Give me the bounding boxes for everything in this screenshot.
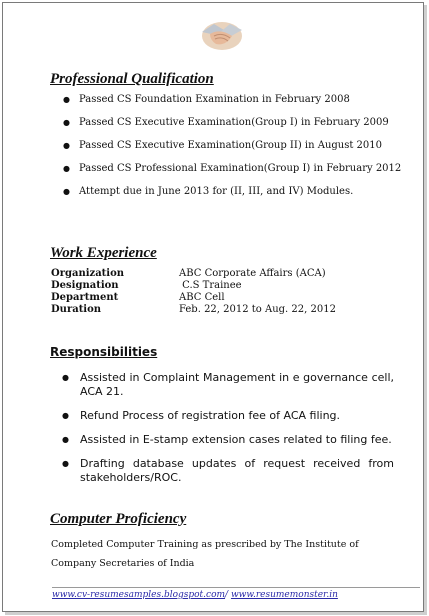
row-value: Feb. 22, 2012 to Aug. 22, 2012 xyxy=(179,304,336,315)
list-item: ● Attempt due in June 2013 for (II, III, and IV) Modules. xyxy=(50,186,410,209)
list-item: ● Passed CS Executive Examination(Group I) in February 2009 xyxy=(50,117,410,140)
table-row xyxy=(51,280,336,292)
handshake-icon xyxy=(200,12,244,54)
row-label: Department xyxy=(51,292,119,303)
row-label: Designation xyxy=(51,280,119,291)
work-experience-table xyxy=(51,268,336,316)
computer-proficiency-heading: Computer Proficiency xyxy=(50,511,187,527)
row-label: Organization xyxy=(51,268,125,279)
table-row xyxy=(51,268,336,280)
work-experience-heading: Work Experience xyxy=(50,245,157,261)
list-item: ● Drafting database updates of request received from stakeholders/ROC. xyxy=(50,457,394,485)
list-item: ● Passed CS Foundation Examination in February 2008 xyxy=(50,94,410,117)
footer-links xyxy=(52,590,338,600)
table-row xyxy=(51,292,336,304)
list-item: ● Passed CS Executive Examination(Group II) in August 2010 xyxy=(50,140,410,163)
list-item: ● Assisted in Complaint Management in e governance cell, ACA 21. xyxy=(50,371,394,399)
qualification-heading: Professional Qualification xyxy=(50,71,214,87)
computer-proficiency-text: Completed Computer Training as prescribed by The Institute of Company Secretaries of India xyxy=(51,539,359,569)
footer-link-blog[interactable]: www.cv-resumesamples.blogspot.com xyxy=(52,590,226,600)
qualification-list xyxy=(50,94,410,209)
row-value: C.S Trainee xyxy=(179,280,242,291)
footer-separator: / xyxy=(225,590,231,600)
responsibilities-list xyxy=(50,371,394,485)
table-row xyxy=(51,304,336,316)
responsibilities-heading: Responsibilities xyxy=(50,345,158,359)
footer-divider xyxy=(52,587,420,588)
list-item: ● Refund Process of registration fee of ACA filing. xyxy=(50,409,394,423)
row-label: Duration xyxy=(51,304,102,315)
row-value: ABC Cell xyxy=(179,292,225,303)
list-item: ● Assisted in E-stamp extension cases related to filing fee. xyxy=(50,433,394,447)
footer-link-site[interactable]: www.resumemonster.in xyxy=(230,590,338,600)
list-item: ● Passed CS Professional Examination(Group I) in February 2012 xyxy=(50,163,410,186)
row-value: ABC Corporate Affairs (ACA) xyxy=(179,268,326,279)
